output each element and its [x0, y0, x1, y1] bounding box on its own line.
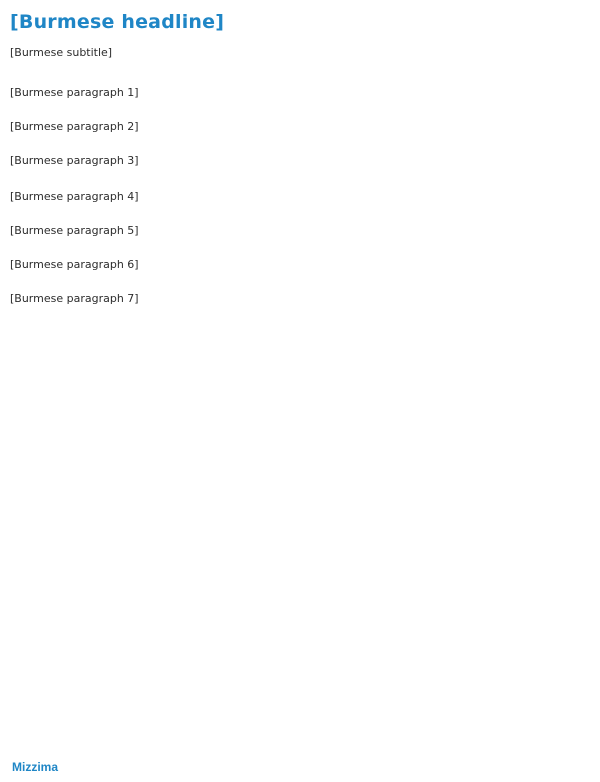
source-credit: Mizzima — [12, 760, 59, 774]
article-paragraph: [Burmese paragraph 5] — [10, 224, 139, 237]
article-paragraph: [Burmese paragraph 7] — [10, 292, 139, 305]
article-subtitle: [Burmese subtitle] — [10, 46, 113, 59]
article-paragraph: [Burmese paragraph 1] — [10, 86, 139, 99]
article-headline: [Burmese headline] — [10, 11, 225, 33]
article-paragraph: [Burmese paragraph 2] — [10, 120, 139, 133]
article-body — [10, 84, 590, 308]
article-paragraph: [Burmese paragraph 4] — [10, 190, 139, 203]
article-paragraph: [Burmese paragraph 3] — [10, 154, 139, 167]
article-paragraph: [Burmese paragraph 6] — [10, 258, 139, 271]
